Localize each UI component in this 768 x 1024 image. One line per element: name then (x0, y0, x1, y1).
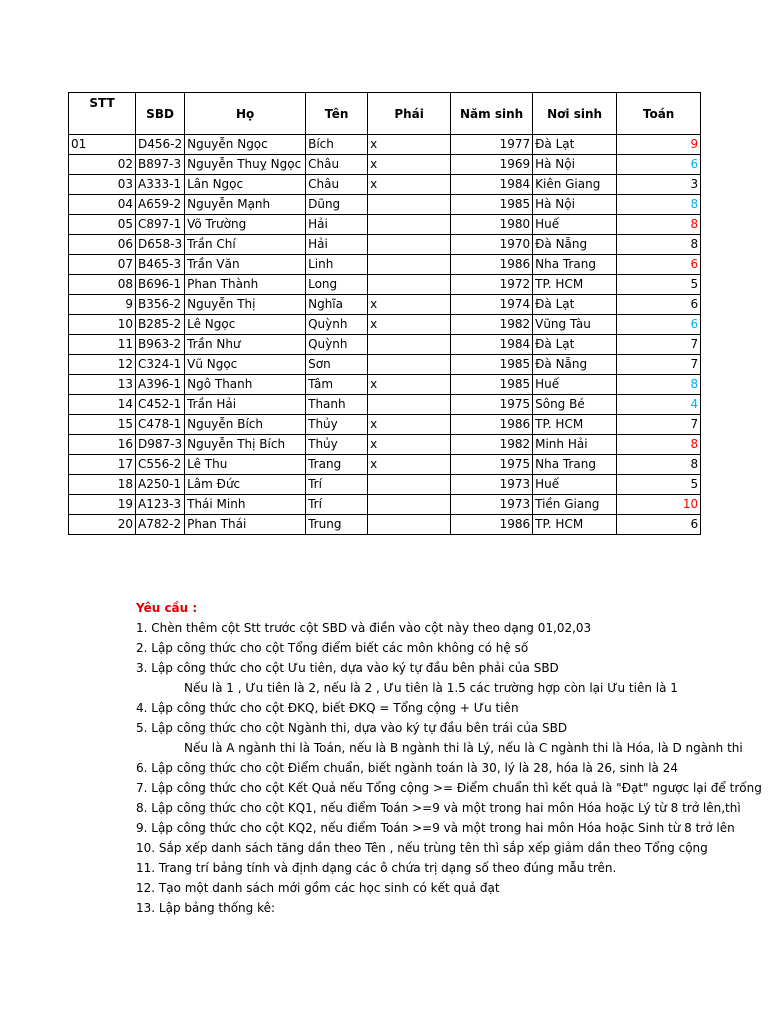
cell-noi-sinh[interactable]: Huế (533, 475, 617, 495)
cell-phai[interactable]: x (368, 175, 451, 195)
cell-ho[interactable]: Lê Thu (185, 455, 306, 475)
cell-ten[interactable]: Thanh (306, 395, 368, 415)
table-row (69, 355, 701, 375)
requirements-section (136, 598, 762, 918)
cell-stt[interactable]: 12 (69, 355, 136, 375)
cell-sbd[interactable]: B897-3 (136, 155, 185, 175)
cell-toan[interactable]: 6 (617, 155, 701, 175)
cell-nam-sinh[interactable]: 1980 (451, 215, 533, 235)
cell-sbd[interactable]: B465-3 (136, 255, 185, 275)
cell-sbd[interactable]: C556-2 (136, 455, 185, 475)
cell-toan[interactable]: 7 (617, 335, 701, 355)
cell-phai[interactable] (368, 235, 451, 255)
cell-noi-sinh[interactable]: Đà Nẵng (533, 355, 617, 375)
cell-nam-sinh[interactable]: 1986 (451, 515, 533, 535)
cell-noi-sinh[interactable]: Tiền Giang (533, 495, 617, 515)
cell-sbd[interactable]: D658-3 (136, 235, 185, 255)
requirements-title: Yêu cầu : (136, 601, 198, 615)
cell-sbd[interactable]: C324-1 (136, 355, 185, 375)
table-row (69, 335, 701, 355)
cell-toan[interactable]: 8 (617, 235, 701, 255)
requirement-line: 3. Lập công thức cho cột Ưu tiên, dựa vào ký tự đầu bên phải của SBD (136, 661, 559, 675)
cell-noi-sinh[interactable]: TP. HCM (533, 415, 617, 435)
cell-stt[interactable]: 15 (69, 415, 136, 435)
cell-stt[interactable]: 05 (69, 215, 136, 235)
requirement-line: 7. Lập công thức cho cột Kết Quả nếu Tổng cộng >= Điểm chuẩn thì kết quả là "Đạt" ngược lại để trống (136, 781, 762, 795)
cell-ten[interactable]: Sơn (306, 355, 368, 375)
cell-sbd[interactable]: A782-2 (136, 515, 185, 535)
cell-ten[interactable]: Nghĩa (306, 295, 368, 315)
cell-noi-sinh[interactable]: Đà Nẵng (533, 235, 617, 255)
cell-stt[interactable]: 06 (69, 235, 136, 255)
cell-ho[interactable]: Nguyễn Thị (185, 295, 306, 315)
requirement-line: 10. Sắp xếp danh sách tăng dần theo Tên , nếu trùng tên thì sắp xếp giảm dần theo Tổng cộng (136, 841, 708, 855)
cell-ho[interactable]: Trần Văn (185, 255, 306, 275)
cell-nam-sinh[interactable]: 1975 (451, 395, 533, 415)
header-stt[interactable]: STT (69, 93, 136, 135)
cell-ho[interactable]: Lê Ngọc (185, 315, 306, 335)
cell-ten[interactable]: Quỳnh (306, 335, 368, 355)
cell-ten[interactable]: Trung (306, 515, 368, 535)
cell-phai[interactable] (368, 195, 451, 215)
requirement-line: 12. Tạo một danh sách mới gồm các học sinh có kết quả đạt (136, 881, 500, 895)
cell-toan[interactable]: 8 (617, 455, 701, 475)
cell-sbd[interactable]: A396-1 (136, 375, 185, 395)
cell-stt[interactable]: 20 (69, 515, 136, 535)
header-ten[interactable]: Tên (306, 93, 368, 135)
cell-toan[interactable]: 5 (617, 475, 701, 495)
cell-phai[interactable]: x (368, 295, 451, 315)
cell-noi-sinh[interactable]: Đà Lạt (533, 335, 617, 355)
cell-toan[interactable]: 6 (617, 515, 701, 535)
requirement-line: Nếu là 1 , Ưu tiên là 2, nếu là 2 , Ưu tiên là 1.5 các trường hợp còn lại Ưu tiên là 1 (184, 681, 678, 695)
cell-ho[interactable]: Thái Minh (185, 495, 306, 515)
cell-phai[interactable]: x (368, 135, 451, 155)
cell-toan[interactable]: 8 (617, 435, 701, 455)
cell-phai[interactable] (368, 275, 451, 295)
cell-toan[interactable]: 3 (617, 175, 701, 195)
cell-ten[interactable]: Trang (306, 455, 368, 475)
cell-nam-sinh[interactable]: 1985 (451, 195, 533, 215)
cell-nam-sinh[interactable]: 1972 (451, 275, 533, 295)
cell-noi-sinh[interactable]: Sông Bé (533, 395, 617, 415)
cell-ho[interactable]: Nguyễn Bích (185, 415, 306, 435)
cell-toan[interactable]: 8 (617, 215, 701, 235)
cell-sbd[interactable]: D456-2 (136, 135, 185, 155)
cell-toan[interactable]: 9 (617, 135, 701, 155)
cell-stt[interactable]: 03 (69, 175, 136, 195)
cell-stt[interactable]: 16 (69, 435, 136, 455)
cell-nam-sinh[interactable]: 1986 (451, 415, 533, 435)
cell-stt[interactable]: 19 (69, 495, 136, 515)
cell-stt[interactable]: 18 (69, 475, 136, 495)
cell-phai[interactable] (368, 395, 451, 415)
cell-toan[interactable]: 10 (617, 495, 701, 515)
cell-phai[interactable] (368, 255, 451, 275)
cell-ho[interactable]: Ngô Thanh (185, 375, 306, 395)
cell-nam-sinh[interactable]: 1984 (451, 335, 533, 355)
cell-stt[interactable]: 11 (69, 335, 136, 355)
cell-nam-sinh[interactable]: 1973 (451, 475, 533, 495)
cell-nam-sinh[interactable]: 1985 (451, 375, 533, 395)
student-score-table (68, 92, 701, 535)
cell-sbd[interactable]: C452-1 (136, 395, 185, 415)
cell-noi-sinh[interactable]: TP. HCM (533, 515, 617, 535)
requirement-line: 4. Lập công thức cho cột ĐKQ, biết ĐKQ = Tổng cộng + Ưu tiên (136, 701, 519, 715)
cell-nam-sinh[interactable]: 1975 (451, 455, 533, 475)
table-row (69, 255, 701, 275)
cell-phai[interactable]: x (368, 375, 451, 395)
cell-noi-sinh[interactable]: Đà Lạt (533, 295, 617, 315)
cell-phai[interactable] (368, 355, 451, 375)
cell-phai[interactable]: x (368, 435, 451, 455)
cell-stt[interactable]: 13 (69, 375, 136, 395)
cell-nam-sinh[interactable]: 1985 (451, 355, 533, 375)
cell-phai[interactable] (368, 475, 451, 495)
cell-ten[interactable]: Châu (306, 175, 368, 195)
table-row (69, 375, 701, 395)
cell-toan[interactable]: 4 (617, 395, 701, 415)
cell-ho[interactable]: Vũ Ngọc (185, 355, 306, 375)
cell-stt[interactable]: 14 (69, 395, 136, 415)
cell-noi-sinh[interactable]: Huế (533, 375, 617, 395)
cell-toan[interactable]: 8 (617, 195, 701, 215)
cell-stt[interactable]: 9 (69, 295, 136, 315)
cell-noi-sinh[interactable]: Vũng Tàu (533, 315, 617, 335)
header-phai[interactable]: Phái (368, 93, 451, 135)
table-row (69, 175, 701, 195)
table-row (69, 515, 701, 535)
cell-phai[interactable]: x (368, 455, 451, 475)
table-row (69, 395, 701, 415)
cell-phai[interactable]: x (368, 155, 451, 175)
cell-ten[interactable]: Tâm (306, 375, 368, 395)
cell-ten[interactable]: Thủy (306, 415, 368, 435)
requirement-line: 5. Lập công thức cho cột Ngành thi, dựa vào ký tự đầu bên trái của SBD (136, 721, 568, 735)
cell-ten[interactable]: Quỳnh (306, 315, 368, 335)
cell-ten[interactable]: Long (306, 275, 368, 295)
cell-nam-sinh[interactable]: 1984 (451, 175, 533, 195)
table-row (69, 195, 701, 215)
cell-sbd[interactable]: B696-1 (136, 275, 185, 295)
cell-ten[interactable]: Dũng (306, 195, 368, 215)
cell-ten[interactable]: Châu (306, 155, 368, 175)
cell-toan[interactable]: 7 (617, 355, 701, 375)
table-body (69, 135, 701, 535)
cell-nam-sinh[interactable]: 1974 (451, 295, 533, 315)
cell-sbd[interactable]: A333-1 (136, 175, 185, 195)
requirement-line: 1. Chèn thêm cột Stt trước cột SBD và điền vào cột này theo dạng 01,02,03 (136, 621, 592, 635)
cell-sbd[interactable]: B963-2 (136, 335, 185, 355)
cell-nam-sinh[interactable]: 1969 (451, 155, 533, 175)
cell-nam-sinh[interactable]: 1982 (451, 435, 533, 455)
cell-stt[interactable]: 17 (69, 455, 136, 475)
cell-toan[interactable]: 7 (617, 415, 701, 435)
requirement-line: 9. Lập công thức cho cột KQ2, nếu điểm Toán >=9 và một trong hai môn Hóa hoặc Sinh từ 8 trở lên (136, 821, 735, 835)
cell-nam-sinh[interactable]: 1970 (451, 235, 533, 255)
cell-ho[interactable]: Nguyễn Thị Bích (185, 435, 306, 455)
header-nam-sinh[interactable]: Năm sinh (451, 93, 533, 135)
cell-nam-sinh[interactable]: 1977 (451, 135, 533, 155)
cell-toan[interactable]: 6 (617, 295, 701, 315)
cell-ten[interactable]: Thủy (306, 435, 368, 455)
table-row (69, 315, 701, 335)
cell-ho[interactable]: Trần Như (185, 335, 306, 355)
cell-stt[interactable]: 04 (69, 195, 136, 215)
cell-sbd[interactable]: A123-3 (136, 495, 185, 515)
cell-stt[interactable]: 07 (69, 255, 136, 275)
cell-toan[interactable]: 6 (617, 315, 701, 335)
cell-sbd[interactable]: B285-2 (136, 315, 185, 335)
requirement-line: 6. Lập công thức cho cột Điểm chuẩn, biết ngành toán là 30, lý là 28, hóa là 26, sinh là 24 (136, 761, 678, 775)
requirement-line: 8. Lập công thức cho cột KQ1, nếu điểm Toán >=9 và một trong hai môn Hóa hoặc Lý từ 8 trở lên,thì (136, 801, 741, 815)
cell-noi-sinh[interactable]: TP. HCM (533, 275, 617, 295)
cell-nam-sinh[interactable]: 1982 (451, 315, 533, 335)
cell-ho[interactable]: Nguyễn Mạnh (185, 195, 306, 215)
cell-noi-sinh[interactable]: Nha Trang (533, 455, 617, 475)
cell-sbd[interactable]: B356-2 (136, 295, 185, 315)
cell-noi-sinh[interactable]: Nha Trang (533, 255, 617, 275)
cell-ho[interactable]: Phan Thái (185, 515, 306, 535)
cell-noi-sinh[interactable]: Hà Nội (533, 195, 617, 215)
cell-ten[interactable]: Hải (306, 235, 368, 255)
header-row (69, 93, 701, 135)
cell-ten[interactable]: Hải (306, 215, 368, 235)
header-sbd[interactable]: SBD (136, 93, 185, 135)
requirement-line: 11. Trang trí bảng tính và định dạng các ô chứa trị dạng số theo đúng mẫu trên. (136, 861, 617, 875)
cell-noi-sinh[interactable]: Hà Nội (533, 155, 617, 175)
cell-toan[interactable]: 5 (617, 275, 701, 295)
requirement-line: Nếu là A ngành thi là Toán, nếu là B ngành thi là Lý, nếu là C ngành thi là Hóa, là D ngành thi (184, 741, 743, 755)
cell-noi-sinh[interactable]: Đà Lạt (533, 135, 617, 155)
cell-ten[interactable]: Trí (306, 495, 368, 515)
cell-ho[interactable]: Phan Thành (185, 275, 306, 295)
cell-ho[interactable]: Nguyễn Ngọc (185, 135, 306, 155)
cell-sbd[interactable]: A659-2 (136, 195, 185, 215)
cell-nam-sinh[interactable]: 1973 (451, 495, 533, 515)
table-row (69, 275, 701, 295)
cell-phai[interactable] (368, 335, 451, 355)
cell-ten[interactable]: Trí (306, 475, 368, 495)
cell-sbd[interactable]: C478-1 (136, 415, 185, 435)
cell-noi-sinh[interactable]: Kiên Giang (533, 175, 617, 195)
cell-ten[interactable]: Linh (306, 255, 368, 275)
cell-noi-sinh[interactable]: Huế (533, 215, 617, 235)
cell-phai[interactable] (368, 515, 451, 535)
cell-ho[interactable]: Lâm Đức (185, 475, 306, 495)
table-row (69, 415, 701, 435)
cell-stt[interactable]: 02 (69, 155, 136, 175)
header-ho[interactable]: Họ (185, 93, 306, 135)
cell-ho[interactable]: Võ Trường (185, 215, 306, 235)
table-row (69, 475, 701, 495)
requirement-line: 2. Lập công thức cho cột Tổng điểm biết các môn không có hệ số (136, 641, 529, 655)
header-toan[interactable]: Toán (617, 93, 701, 135)
cell-sbd[interactable]: A250-1 (136, 475, 185, 495)
cell-toan[interactable]: 8 (617, 375, 701, 395)
cell-ho[interactable]: Trần Chí (185, 235, 306, 255)
header-noi-sinh[interactable]: Nơi sinh (533, 93, 617, 135)
table-row (69, 215, 701, 235)
table-row (69, 155, 701, 175)
table-row (69, 455, 701, 475)
cell-phai[interactable]: x (368, 415, 451, 435)
cell-ho[interactable]: Lân Ngọc (185, 175, 306, 195)
cell-toan[interactable]: 6 (617, 255, 701, 275)
table-row (69, 495, 701, 515)
cell-noi-sinh[interactable]: Minh Hải (533, 435, 617, 455)
cell-stt[interactable]: 01 (69, 135, 136, 155)
requirements-list (136, 618, 762, 918)
cell-sbd[interactable]: D987-3 (136, 435, 185, 455)
cell-stt[interactable]: 10 (69, 315, 136, 335)
cell-phai[interactable] (368, 215, 451, 235)
cell-ho[interactable]: Trần Hải (185, 395, 306, 415)
table-row (69, 435, 701, 455)
cell-sbd[interactable]: C897-1 (136, 215, 185, 235)
table-row (69, 235, 701, 255)
cell-ten[interactable]: Bích (306, 135, 368, 155)
cell-phai[interactable] (368, 495, 451, 515)
cell-ho[interactable]: Nguyễn Thuỵ Ngọc (185, 155, 306, 175)
cell-phai[interactable]: x (368, 315, 451, 335)
cell-nam-sinh[interactable]: 1986 (451, 255, 533, 275)
table-row (69, 295, 701, 315)
table-row (69, 135, 701, 155)
cell-stt[interactable]: 08 (69, 275, 136, 295)
requirement-line: 13. Lập bảng thống kê: (136, 901, 276, 915)
